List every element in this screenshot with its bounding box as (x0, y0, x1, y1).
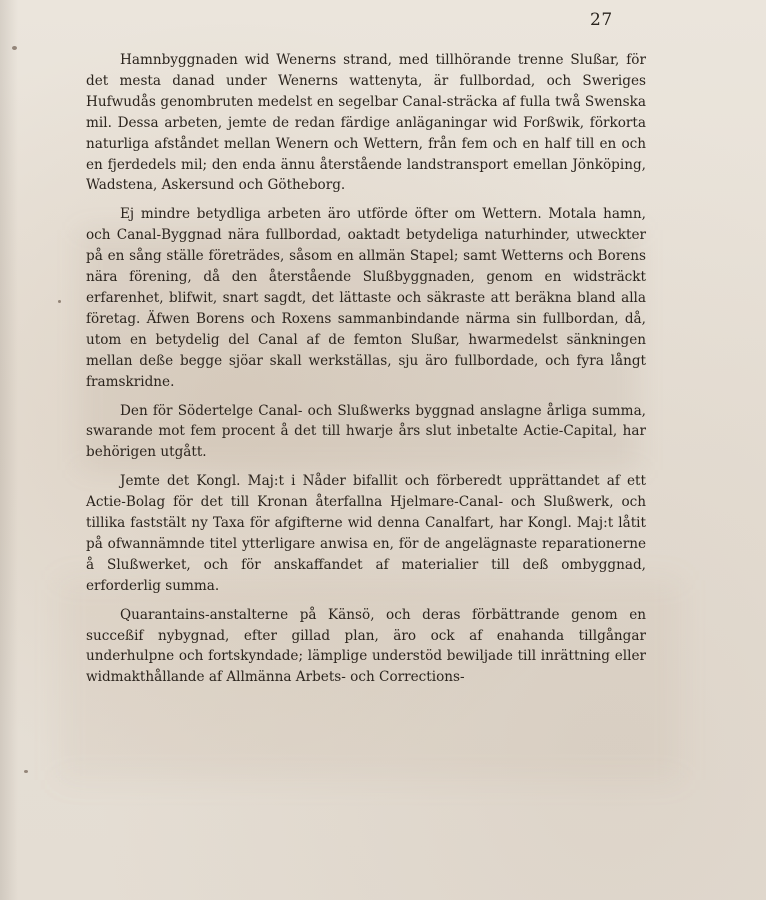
page-edge-shadow (0, 0, 18, 900)
paper-speck (58, 300, 61, 303)
paragraph: Jemte det Kongl. Maj:t i Nåder bifallit och förberedt upprättandet af ett Actie-Bolag för det till Kronan återfallna Hjelmare-Canal- och Slußwerk, och tillika faststält ny Taxa för afgifterne wid denna Canalfart, har Kongl. Maj:t låtit på ofwannämnde titel ytterligare anwisa en, för de angelägnaste reparationerne å Slußwerket, och för anskaffandet af materialier till deß ombyggnad, erforderlig summa. (86, 473, 646, 594)
paper-speck (12, 46, 17, 50)
page-number: 27 (590, 10, 613, 30)
paragraph: Quarantains-anstalterne på Känsö, och deras förbättrande genom en succeßif nybygnad, efter gillad plan, äro ock af enahanda tillgångar underhulpne och fortskyndade; lämplige understöd bewiljade till inrättning eller widmakthållande af Allmänna Arbets- och Corrections- (86, 606, 646, 686)
paper-speck (24, 770, 28, 773)
body-text (86, 50, 646, 696)
paragraph: Ej mindre betydliga arbeten äro utförde öfter om Wettern. Motala hamn, och Canal-Byggnad nära fullbordad, oaktadt betydeliga naturhinder, utweckter på en sång ställe företrädes, såsom en allmän Stapel; samt Wetterns och Borens nära förening, då den återstående Slußbyggnaden, genom en widsträckt erfarenhet, blifwit, snart sagdt, det lättaste och säkraste att beräkna bland alla företag. Äfwen Borens och Roxens sammanbindande närma sin fullbordan, då, utom en betydelig del Canal af de femton Slußar, hwarmedelst sänkningen mellan deße begge sjöar skall werkställas, sju äro fullbordade, och fyra långt framskridne. (86, 206, 646, 390)
paragraph: Hamnbyggnaden wid Wenerns strand, med tillhörande trenne Slußar, för det mesta danad under Wenerns wattenyta, är fullbordad, och Sweriges Hufwudås genombruten medelst en segelbar Canal-sträcka af fulla twå Swenska mil. Dessa arbeten, jemte de redan färdige anläganingar wid Forßwik, förkorta naturliga afståndet mellan Wenern och Wettern, från fem och en half till en och en fjerdedels mil; den enda ännu återstående landstransport emellan Jönköping, Wadstena, Askersund och Götheborg. (86, 52, 646, 194)
paragraph: Den för Södertelge Canal- och Slußwerks byggnad anslagne årliga summa, swarande mot fem procent å det till hwarje års slut inbetalte Actie-Capital, har behörigen utgått. (86, 402, 646, 461)
